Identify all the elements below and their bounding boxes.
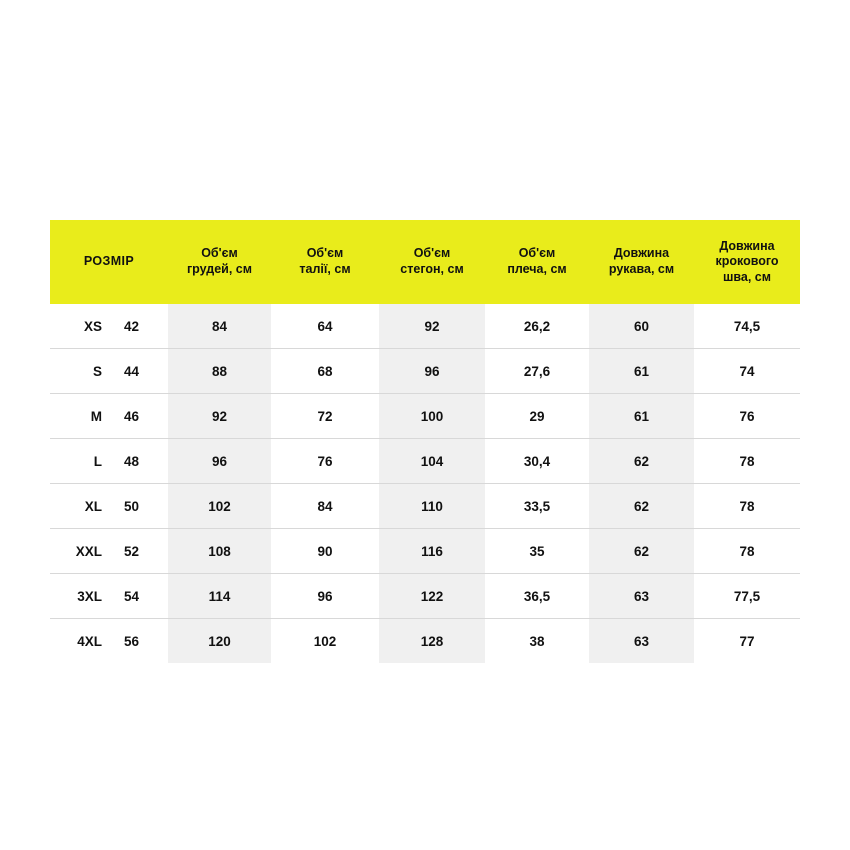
size-letter: 4XL	[77, 633, 102, 649]
cell-chest: 92	[168, 394, 271, 439]
table-row	[50, 304, 800, 349]
table-body	[50, 304, 800, 663]
cell-shoulder: 35	[485, 529, 589, 574]
cell-shoulder: 38	[485, 619, 589, 664]
table-row	[50, 394, 800, 439]
cell-waist: 84	[271, 484, 379, 529]
table-row	[50, 574, 800, 619]
size-number: 48	[124, 453, 140, 469]
size-letter: 3XL	[77, 588, 102, 604]
cell-inseam: 74	[694, 349, 800, 394]
size-letter: S	[92, 363, 102, 379]
cell-inseam: 78	[694, 529, 800, 574]
column-header-line: Об'єм	[518, 246, 556, 261]
table-header-row	[50, 220, 800, 304]
cell-sleeve: 61	[589, 394, 694, 439]
cell-waist: 68	[271, 349, 379, 394]
column-header-hips	[379, 220, 485, 304]
cell-hips: 100	[379, 394, 485, 439]
column-header-line: РОЗМІР	[83, 254, 135, 269]
size-letter: L	[93, 453, 102, 469]
table-header	[50, 220, 800, 304]
column-header-line: талії, см	[299, 262, 351, 276]
cell-size	[50, 394, 168, 439]
cell-waist: 76	[271, 439, 379, 484]
column-header-shoulder	[485, 220, 589, 304]
cell-chest: 120	[168, 619, 271, 664]
cell-sleeve: 63	[589, 574, 694, 619]
cell-size	[50, 439, 168, 484]
size-chart-table	[50, 220, 800, 663]
cell-waist: 102	[271, 619, 379, 664]
cell-shoulder: 26,2	[485, 304, 589, 349]
cell-inseam: 78	[694, 439, 800, 484]
cell-chest: 102	[168, 484, 271, 529]
size-letter: XL	[84, 498, 102, 514]
column-header-waist	[271, 220, 379, 304]
size-chart-container	[50, 220, 800, 663]
column-header-line: крокового	[715, 254, 779, 269]
cell-inseam: 74,5	[694, 304, 800, 349]
size-number: 46	[124, 408, 140, 424]
cell-hips: 92	[379, 304, 485, 349]
column-header-sleeve-length	[589, 220, 694, 304]
size-number: 52	[124, 543, 140, 559]
cell-hips: 128	[379, 619, 485, 664]
column-header-chest	[168, 220, 271, 304]
column-header-line: Довжина	[613, 246, 670, 261]
column-header-line: Об'єм	[306, 246, 344, 261]
cell-sleeve: 63	[589, 619, 694, 664]
size-letter: XS	[83, 318, 102, 334]
cell-shoulder: 27,6	[485, 349, 589, 394]
size-number: 42	[124, 318, 140, 334]
cell-sleeve: 62	[589, 484, 694, 529]
cell-shoulder: 36,5	[485, 574, 589, 619]
cell-size	[50, 484, 168, 529]
cell-shoulder: 29	[485, 394, 589, 439]
cell-sleeve: 62	[589, 439, 694, 484]
table-row	[50, 439, 800, 484]
size-number: 56	[124, 633, 140, 649]
cell-hips: 110	[379, 484, 485, 529]
cell-size	[50, 619, 168, 664]
cell-hips: 122	[379, 574, 485, 619]
column-header-line: Об'єм	[201, 246, 238, 261]
cell-inseam: 77,5	[694, 574, 800, 619]
cell-waist: 64	[271, 304, 379, 349]
cell-sleeve: 61	[589, 349, 694, 394]
cell-waist: 90	[271, 529, 379, 574]
column-header-line: рукава, см	[608, 262, 675, 276]
column-header-line: Довжина	[719, 238, 775, 253]
column-header-size	[50, 220, 168, 304]
column-header-line: плеча, см	[507, 262, 567, 276]
column-header-line: грудей, см	[186, 262, 253, 276]
cell-size	[50, 304, 168, 349]
cell-chest: 84	[168, 304, 271, 349]
cell-size	[50, 349, 168, 394]
table-row	[50, 619, 800, 664]
cell-waist: 72	[271, 394, 379, 439]
size-letter: M	[90, 408, 102, 424]
cell-inseam: 77	[694, 619, 800, 664]
table-row	[50, 349, 800, 394]
cell-chest: 108	[168, 529, 271, 574]
cell-inseam: 78	[694, 484, 800, 529]
cell-inseam: 76	[694, 394, 800, 439]
column-header-line: стегон, см	[400, 262, 464, 276]
table-row	[50, 484, 800, 529]
cell-sleeve: 60	[589, 304, 694, 349]
size-letter: XXL	[75, 543, 102, 559]
cell-waist: 96	[271, 574, 379, 619]
cell-chest: 114	[168, 574, 271, 619]
cell-sleeve: 62	[589, 529, 694, 574]
size-number: 50	[124, 498, 140, 514]
column-header-line: Об'єм	[413, 246, 451, 261]
cell-size	[50, 529, 168, 574]
cell-hips: 116	[379, 529, 485, 574]
cell-size	[50, 574, 168, 619]
cell-shoulder: 33,5	[485, 484, 589, 529]
size-number: 54	[124, 588, 140, 604]
column-header-line: шва, см	[722, 269, 772, 284]
size-number: 44	[124, 363, 140, 379]
cell-chest: 88	[168, 349, 271, 394]
cell-shoulder: 30,4	[485, 439, 589, 484]
cell-hips: 96	[379, 349, 485, 394]
cell-chest: 96	[168, 439, 271, 484]
cell-hips: 104	[379, 439, 485, 484]
column-header-inseam-length	[694, 220, 800, 304]
table-row	[50, 529, 800, 574]
